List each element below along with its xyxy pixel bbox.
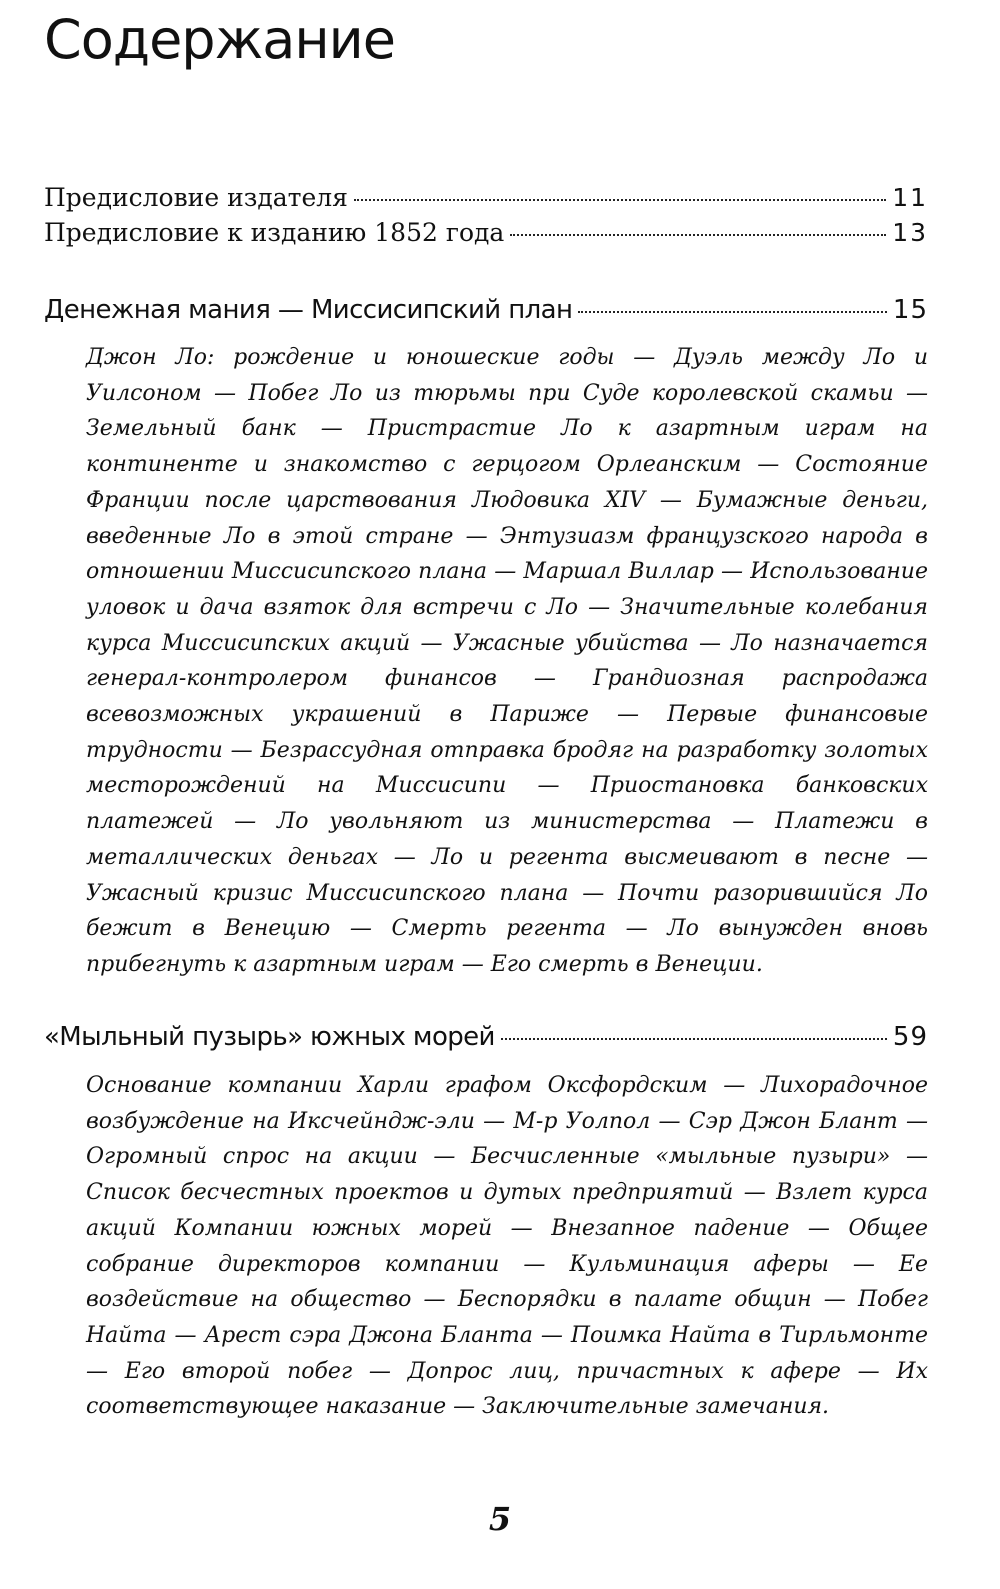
chapter-summary: Джон Ло: рождение и юношеские годы — Дуэль между Ло и Уилсоном — Побег Ло из тюрьмы при Суде королевской скамьи — Земельный банк — Пристрастие Ло к азартным играм на континенте и знакомство с герцогом Орлеанским — Состояние Франции после царствования Людовика XIV — Бумажные деньги, введенные Ло в этой стране — Энтузиазм французского народа в отношении Миссисипского плана — Маршал Виллар — Использование уловок и дача взяток для встречи с Ло — Значительные колебания курса Миссисипских акций — Ужасные убийства — Ло назначается генерал-контролером финансов — Грандиозная распродажа всевозможных украшений в Париже — Первые финансовые трудности — Безрассудная отправка бродяг на разработку золотых месторождений на Миссисипи — Приостановка банковских платежей — Ло увольняют из министерства — Платежи в металлических деньгах — Ло и регента высмеивают в песне — Ужасный кризис Миссисипского плана — Почти разорившийся Ло бежит в Венецию — Смерть регента — Ло вынужден вновь прибегнуть к азартным играм — Его смерть в Венеции. bbox=[86, 345, 928, 977]
toc-entry-mississippi-scheme[interactable] bbox=[44, 295, 928, 329]
toc-page-number: 59 bbox=[892, 1022, 928, 1052]
toc-page-number: 13 bbox=[892, 218, 928, 247]
toc-entry-label: Предисловие к изданию 1852 года bbox=[44, 218, 505, 247]
toc-entry-1852-preface[interactable] bbox=[44, 218, 928, 250]
chapter-title: «Мыльный пузырь» южных морей bbox=[44, 1022, 495, 1052]
toc-page-number: 15 bbox=[892, 295, 928, 325]
toc-entry-south-sea-bubble[interactable] bbox=[44, 1022, 928, 1056]
dot-leader bbox=[578, 311, 887, 313]
toc-entry-publisher-preface[interactable] bbox=[44, 183, 928, 215]
page-number: 5 bbox=[488, 1500, 512, 1538]
toc-entry-label: Предисловие издателя bbox=[44, 183, 348, 212]
chapter-title: Денежная мания — Миссисипский план bbox=[44, 295, 573, 325]
toc-page-number: 11 bbox=[892, 183, 928, 212]
dot-leader bbox=[510, 234, 886, 236]
dot-leader bbox=[354, 199, 886, 201]
chapter-summary: Основание компании Харли графом Оксфордским — Лихорадочное возбуждение на Иксчейндж-эли — М-р Уолпол — Сэр Джон Блант — Огромный спрос на акции — Бесчисленные «мыльные пузыри» — Список бесчестных проектов и дутых предприятий — Взлет курса акций Компании южных морей — Внезапное падение — Общее собрание директоров компании — Кульминация аферы — Ее воздействие на общество — Беспорядки в палате общин — Побег Найта — Арест сэра Джона Бланта — Поимка Найта в Тирльмонте — Его второй побег — Допрос лиц, причастных к афере — Их соответствующее наказание — Заключительные замечания. bbox=[86, 1073, 928, 1420]
page-title: Содержание bbox=[44, 8, 395, 71]
dot-leader bbox=[501, 1038, 887, 1040]
